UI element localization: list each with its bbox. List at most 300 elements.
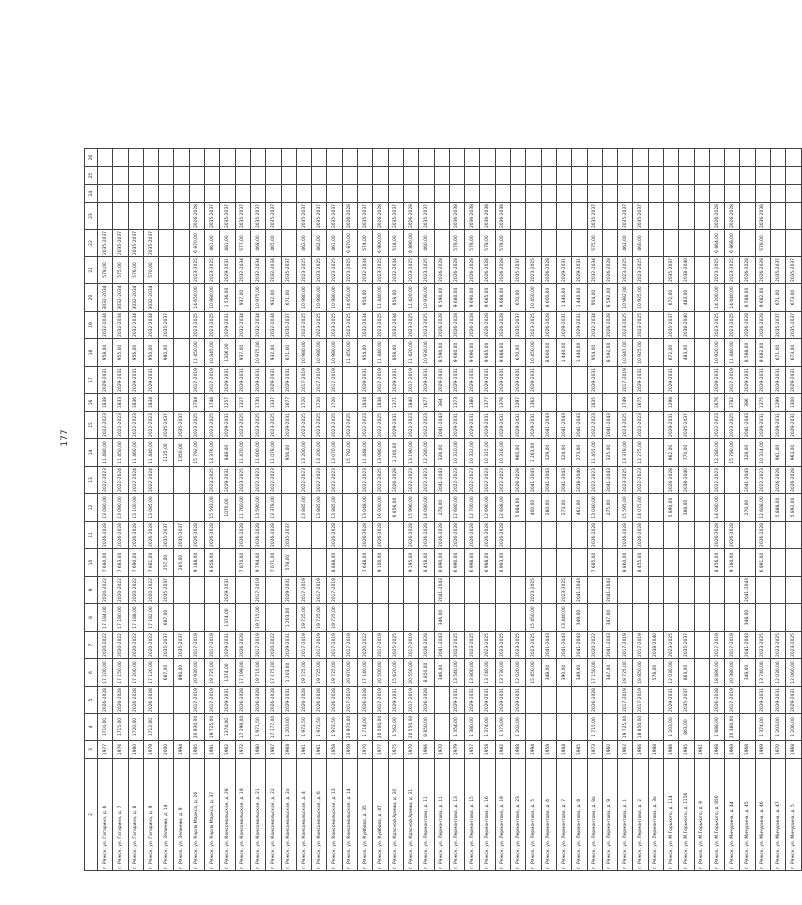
address-cell: г. Ряжск, ул. Лермонтова, д. 7 (556, 759, 571, 871)
value-cell: 6 990,00 (449, 549, 464, 577)
value-cell (648, 394, 663, 412)
value-cell: 2041-2043 (572, 412, 587, 439)
value-cell: 465,00 (266, 230, 281, 257)
value-cell: 13 190,00 (403, 439, 418, 467)
value-cell: 2026-2028 (327, 687, 342, 714)
year-cell: 1958 (327, 741, 342, 759)
value-cell: 2017-2019 (709, 632, 724, 659)
value-cell: 2023-2025 (786, 632, 801, 659)
value-cell: 6 870,00 (189, 230, 204, 257)
value-cell: 2022-2024 (143, 467, 158, 494)
value-cell: 19 725,00 (312, 604, 327, 632)
column-header: 17 (85, 367, 98, 394)
value-cell: 2035-2037 (281, 257, 296, 284)
value-cell: 2023-2025 (725, 412, 740, 439)
value-cell: 10 982,00 (618, 284, 633, 312)
value-cell (648, 412, 663, 439)
value-cell: 400,00 (526, 494, 541, 522)
value-cell: 15 990,00 (403, 494, 418, 522)
value-cell: 10 980,00 (312, 339, 327, 367)
value-cell (648, 439, 663, 467)
value-cell: 13 885,00 (312, 494, 327, 522)
value-cell (541, 203, 556, 230)
value-cell: 2017-2019 (618, 687, 633, 714)
value-cell: 2017-2019 (327, 632, 342, 659)
value-cell: 2026-2028 (388, 467, 403, 494)
value-cell (434, 185, 449, 203)
year-cell: 1977 (373, 741, 388, 759)
value-cell: 2026-2028 (113, 687, 128, 714)
value-cell (480, 149, 495, 167)
value-cell: 2026-2028 (205, 522, 220, 549)
value-cell: 2035-2037 (679, 687, 694, 714)
value-cell: 2032-2034 (358, 312, 373, 339)
value-cell (449, 149, 464, 167)
value-cell: 2029-2031 (388, 367, 403, 394)
address-cell: г. Ряжск, ул. Лермонтова, д. 3а (648, 759, 663, 871)
value-cell: 8 850,00 (419, 659, 434, 687)
value-cell (495, 167, 510, 185)
value-cell (403, 167, 418, 185)
value-cell: 2032-2034 (128, 312, 143, 339)
column-header: 13 (85, 467, 98, 494)
value-cell: 8 858,00 (205, 549, 220, 577)
value-cell: 2032-2034 (358, 257, 373, 284)
value-cell (694, 687, 709, 714)
value-cell (465, 185, 480, 203)
column-header: 18 (85, 339, 98, 367)
value-cell: 1 562,00 (388, 714, 403, 741)
year-cell: 1972 (235, 741, 250, 759)
value-cell (511, 167, 526, 185)
value-cell: 1 374,00 (480, 714, 495, 741)
value-cell: 2035-2037 (220, 203, 235, 230)
value-cell: 2029-2031 (220, 367, 235, 394)
value-cell: 11 440,00 (373, 339, 388, 367)
value-cell: 2026-2028 (709, 522, 724, 549)
column-header: 14 (85, 439, 98, 467)
value-cell: 14 200,00 (709, 284, 724, 312)
value-cell: 2023-2025 (480, 632, 495, 659)
value-cell: 2029-2031 (740, 367, 755, 394)
value-cell: 1 715,00 (587, 714, 602, 741)
value-cell: 2035-2037 (786, 257, 801, 284)
value-cell (174, 339, 189, 367)
value-cell (786, 203, 801, 230)
value-cell: 11 450,00 (113, 439, 128, 467)
value-cell: 954,00 (587, 284, 602, 312)
value-cell (771, 230, 786, 257)
value-cell: 13 590,00 (250, 494, 265, 522)
table-row (358, 149, 373, 871)
value-cell: 9 680,00 (449, 284, 464, 312)
value-cell (143, 203, 158, 230)
value-cell: 12 060,00 (786, 659, 801, 687)
column-header: 9 (85, 577, 98, 604)
value-cell (602, 167, 617, 185)
value-cell: 19 725,00 (327, 604, 342, 632)
value-cell: 578,00 (281, 549, 296, 577)
value-cell (465, 577, 480, 604)
value-cell: 578,00 (755, 230, 770, 257)
value-cell: 2017-2019 (373, 367, 388, 394)
value-cell (174, 604, 189, 632)
value-cell: 2041-2043 (572, 632, 587, 659)
table-row (694, 149, 709, 871)
value-cell: 1 202,00 (511, 714, 526, 741)
value-cell (159, 467, 174, 494)
address-cell: г. Ряжск, ул. Лермонтова, д. 6 (541, 759, 556, 871)
column-header: 23 (85, 203, 98, 230)
value-cell: 10 980,00 (327, 284, 342, 312)
value-cell: 2032-2034 (587, 312, 602, 339)
value-cell: 19 725,00 (618, 714, 633, 741)
value-cell: 12 280,00 (709, 439, 724, 467)
value-cell (373, 167, 388, 185)
value-cell (679, 185, 694, 203)
year-cell: 1966 (419, 741, 434, 759)
value-cell (755, 149, 770, 167)
value-cell: 13 200,00 (296, 439, 311, 467)
table-row (526, 149, 541, 871)
value-cell: 2026-2028 (633, 522, 648, 549)
value-cell: 1 203,00 (281, 604, 296, 632)
value-cell: 2029-2031 (633, 367, 648, 394)
value-cell (541, 549, 556, 577)
value-cell (572, 522, 587, 549)
value-cell (572, 549, 587, 577)
value-cell: 954,00 (358, 284, 373, 312)
value-cell: 2026-2028 (725, 522, 740, 549)
value-cell (388, 522, 403, 549)
year-cell: 1970 (358, 741, 373, 759)
value-cell: 2022-2023 (312, 467, 327, 494)
value-cell: 324,00 (556, 439, 571, 467)
value-cell: 9 688,00 (495, 339, 510, 367)
value-cell: 349,00 (572, 604, 587, 632)
value-cell: 2022-2023 (98, 412, 113, 439)
value-cell (449, 604, 464, 632)
value-cell: 2035-2037 (159, 522, 174, 549)
value-cell (556, 522, 571, 549)
value-cell: 2029-2031 (220, 257, 235, 284)
value-cell: 2041-2043 (556, 412, 571, 439)
value-cell (205, 167, 220, 185)
value-cell (740, 522, 755, 549)
value-cell (220, 149, 235, 167)
value-cell (648, 257, 663, 284)
value-cell: 388,00 (679, 494, 694, 522)
value-cell (434, 714, 449, 741)
value-cell (541, 230, 556, 257)
value-cell (495, 604, 510, 632)
value-cell: 1 206,00 (786, 714, 801, 741)
value-cell: 2029-2031 (434, 367, 449, 394)
year-cell: 1977 (98, 741, 113, 759)
value-cell: 2022-2023 (633, 467, 648, 494)
value-cell: 2017-2019 (403, 367, 418, 394)
value-cell: 2041-2043 (602, 412, 617, 439)
value-cell: 2026-2028 (587, 522, 602, 549)
value-cell: 2035-2037 (633, 203, 648, 230)
value-cell (663, 167, 678, 185)
value-cell (709, 167, 724, 185)
value-cell (694, 284, 709, 312)
value-cell (694, 632, 709, 659)
table-row (296, 149, 311, 871)
value-cell (480, 604, 495, 632)
value-cell: 2023-2025 (205, 467, 220, 494)
value-cell: 2032-2034 (587, 257, 602, 284)
value-cell: 2041-2043 (541, 632, 556, 659)
value-cell: 17 180,00 (113, 604, 128, 632)
value-cell: 6 993,00 (495, 549, 510, 577)
table-row (373, 149, 388, 871)
value-cell: 2036-2038 (465, 203, 480, 230)
value-cell: 10 314,00 (755, 439, 770, 467)
value-cell: 2020-2022 (98, 577, 113, 604)
value-cell: 2020-2022 (266, 632, 281, 659)
column-header: 2 (85, 759, 98, 871)
value-cell (159, 687, 174, 714)
value-cell (388, 149, 403, 167)
value-cell: 17 200,00 (128, 659, 143, 687)
value-cell (755, 604, 770, 632)
value-cell: 2026-2028 (480, 312, 495, 339)
value-cell: 347,00 (602, 604, 617, 632)
year-cell: 1960 (602, 741, 617, 759)
value-cell: 2029-2031 (388, 412, 403, 439)
value-cell (159, 257, 174, 284)
value-cell: 1374,00 (220, 604, 235, 632)
page-number: 177 (60, 429, 70, 447)
value-cell (250, 185, 265, 203)
value-cell: 2035-2037 (511, 257, 526, 284)
value-cell (786, 230, 801, 257)
value-cell: 2023-2025 (526, 632, 541, 659)
year-cell: 1988 (648, 741, 663, 759)
value-cell (725, 604, 740, 632)
value-cell: 2029-2031 (465, 367, 480, 394)
value-cell: 8 600,00 (541, 284, 556, 312)
value-cell: 1362 (526, 394, 541, 412)
value-cell: 2029-2031 (511, 687, 526, 714)
value-cell: 5 888,00 (771, 494, 786, 522)
value-cell: 20 970,00 (342, 714, 357, 741)
year-cell: 1962 (618, 741, 633, 759)
value-cell: 2029-2031 (663, 412, 678, 439)
value-cell: 20 930,00 (189, 714, 204, 741)
value-cell: 8 458,00 (419, 549, 434, 577)
value-cell: 1 972,50 (312, 714, 327, 741)
value-cell (694, 412, 709, 439)
value-cell: 2022-2023 (419, 412, 434, 439)
value-cell (449, 185, 464, 203)
value-cell: 2026-2028 (587, 687, 602, 714)
value-cell: 2023-2025 (296, 312, 311, 339)
value-cell: 20 930,00 (189, 659, 204, 687)
value-cell: 14 640,00 (725, 284, 740, 312)
value-cell (98, 203, 113, 230)
value-cell: 575,00 (113, 257, 128, 284)
value-cell (602, 185, 617, 203)
value-cell: 8 590,00 (434, 284, 449, 312)
value-cell: 5 892,00 (786, 494, 801, 522)
value-cell (373, 604, 388, 632)
value-cell: 2029-2031 (465, 412, 480, 439)
value-cell: 9 680,00 (449, 339, 464, 367)
value-cell (755, 577, 770, 604)
value-cell: 11 470,00 (235, 439, 250, 467)
value-cell (113, 167, 128, 185)
value-cell: 2032-2034 (388, 257, 403, 284)
value-cell (189, 185, 204, 203)
value-cell: 770,00 (679, 439, 694, 467)
value-cell (220, 522, 235, 549)
value-cell: 2041-2043 (602, 632, 617, 659)
value-cell: 265,00 (174, 549, 189, 577)
value-cell: 2022-2023 (143, 412, 158, 439)
value-cell: 2022-2023 (709, 467, 724, 494)
value-cell: 1297 (511, 394, 526, 412)
value-cell: 2023-2025 (327, 257, 342, 284)
value-cell (159, 367, 174, 394)
value-cell: 1840 (403, 394, 418, 412)
value-cell: 2029-2031 (663, 687, 678, 714)
value-cell (342, 577, 357, 604)
value-cell: 10 930,00 (419, 339, 434, 367)
value-cell: 1715,00 (113, 714, 128, 741)
value-cell: 2029-2031 (755, 367, 770, 394)
value-cell: 1125,00 (159, 439, 174, 467)
value-cell: 2035-2037 (174, 522, 189, 549)
value-cell: 1720 (312, 394, 327, 412)
value-cell: 19 725,00 (327, 659, 342, 687)
value-cell (511, 577, 526, 604)
value-cell: 2029-2031 (113, 367, 128, 394)
value-cell (159, 494, 174, 522)
value-cell: 2023-2025 (327, 412, 342, 439)
value-cell: 9 685,00 (480, 339, 495, 367)
value-cell: 2026-2028 (449, 522, 464, 549)
value-cell: 2029-2031 (526, 412, 541, 439)
value-cell: 2023-2025 (373, 257, 388, 284)
value-cell (312, 185, 327, 203)
address-cell: г. Ряжск, ул. Карла Маркса, д. 26 (189, 759, 204, 871)
value-cell (648, 203, 663, 230)
value-cell: 2029-2031 (480, 687, 495, 714)
value-cell: 2035-2037 (327, 203, 342, 230)
value-cell (388, 185, 403, 203)
value-cell: 460,00 (633, 230, 648, 257)
value-cell: 1371 (388, 394, 403, 412)
value-cell (235, 604, 250, 632)
value-cell: 1 263,00 (526, 439, 541, 467)
value-cell (419, 185, 434, 203)
value-cell: 1838 (373, 394, 388, 412)
address-cell: г. Ряжск, ул. М.Горького, д. 115б (679, 759, 694, 871)
value-cell (526, 149, 541, 167)
value-cell: 15 450,00 (526, 659, 541, 687)
value-cell: 2029-2031 (786, 412, 801, 439)
value-cell: 2041-2043 (602, 577, 617, 604)
value-cell: 1374,00 (220, 659, 235, 687)
value-cell (541, 167, 556, 185)
value-cell: 20 380,00 (725, 714, 740, 741)
value-cell: 2029-2031 (495, 687, 510, 714)
value-cell: 2035-2037 (679, 632, 694, 659)
value-cell: 2036-2038 (480, 203, 495, 230)
value-cell: 2023-2025 (618, 312, 633, 339)
value-cell (174, 185, 189, 203)
value-cell (771, 549, 786, 577)
value-cell (663, 577, 678, 604)
year-cell: 1985 (572, 741, 587, 759)
value-cell (771, 185, 786, 203)
address-cell: г. Ряжск, ул. Лермонтова, д. 15 (465, 759, 480, 871)
value-cell: 1300 (786, 394, 801, 412)
value-cell: 6 991,00 (755, 549, 770, 577)
value-cell: 8 590,00 (434, 339, 449, 367)
value-cell: 11 450,00 (189, 339, 204, 367)
value-cell: 462,00 (296, 230, 311, 257)
value-cell: 2026-2028 (786, 467, 801, 494)
value-cell: 19 725,00 (312, 659, 327, 687)
value-cell (174, 312, 189, 339)
value-cell (266, 185, 281, 203)
value-cell: 2041-2043 (740, 632, 755, 659)
value-cell: 19 715,00 (250, 659, 265, 687)
value-cell: 2029-2031 (663, 367, 678, 394)
value-cell: 518,00 (388, 230, 403, 257)
table-row (159, 149, 174, 871)
value-cell (648, 687, 663, 714)
value-cell (98, 185, 113, 203)
value-cell (541, 522, 556, 549)
year-cell: 1968 (511, 741, 526, 759)
value-cell: 10 315,00 (480, 439, 495, 467)
value-cell: 2022-2023 (128, 412, 143, 439)
value-cell: 2026-2028 (235, 632, 250, 659)
value-cell: 10 980,00 (296, 284, 311, 312)
value-cell: 2023-2025 (403, 257, 418, 284)
value-cell: 481,00 (220, 230, 235, 257)
value-cell: 17 184,00 (98, 604, 113, 632)
value-cell: 2022-2023 (587, 412, 602, 439)
value-cell: 2041-2043 (434, 467, 449, 494)
value-cell: 2026-2028 (419, 687, 434, 714)
value-cell: 2022-2023 (403, 412, 418, 439)
value-cell: 687,00 (159, 659, 174, 687)
value-cell: 2017-2019 (296, 632, 311, 659)
address-cell: г. Ряжск, ул. Комсомольская, д. 2а (281, 759, 296, 871)
value-cell: 2041-2043 (541, 412, 556, 439)
value-cell: 2035-2037 (159, 312, 174, 339)
table-row (312, 149, 327, 871)
value-cell (648, 149, 663, 167)
year-cell: 1970 (403, 741, 418, 759)
value-cell: 2017-2019 (725, 632, 740, 659)
value-cell (786, 577, 801, 604)
value-cell (618, 604, 633, 632)
value-cell: 2017-2019 (250, 577, 265, 604)
value-cell: 13 540,00 (449, 659, 464, 687)
value-cell: 6 998,00 (465, 549, 480, 577)
value-cell (771, 577, 786, 604)
value-cell: 1677 (281, 394, 296, 412)
value-cell (602, 149, 617, 167)
value-cell: 2022-2023 (587, 467, 602, 494)
